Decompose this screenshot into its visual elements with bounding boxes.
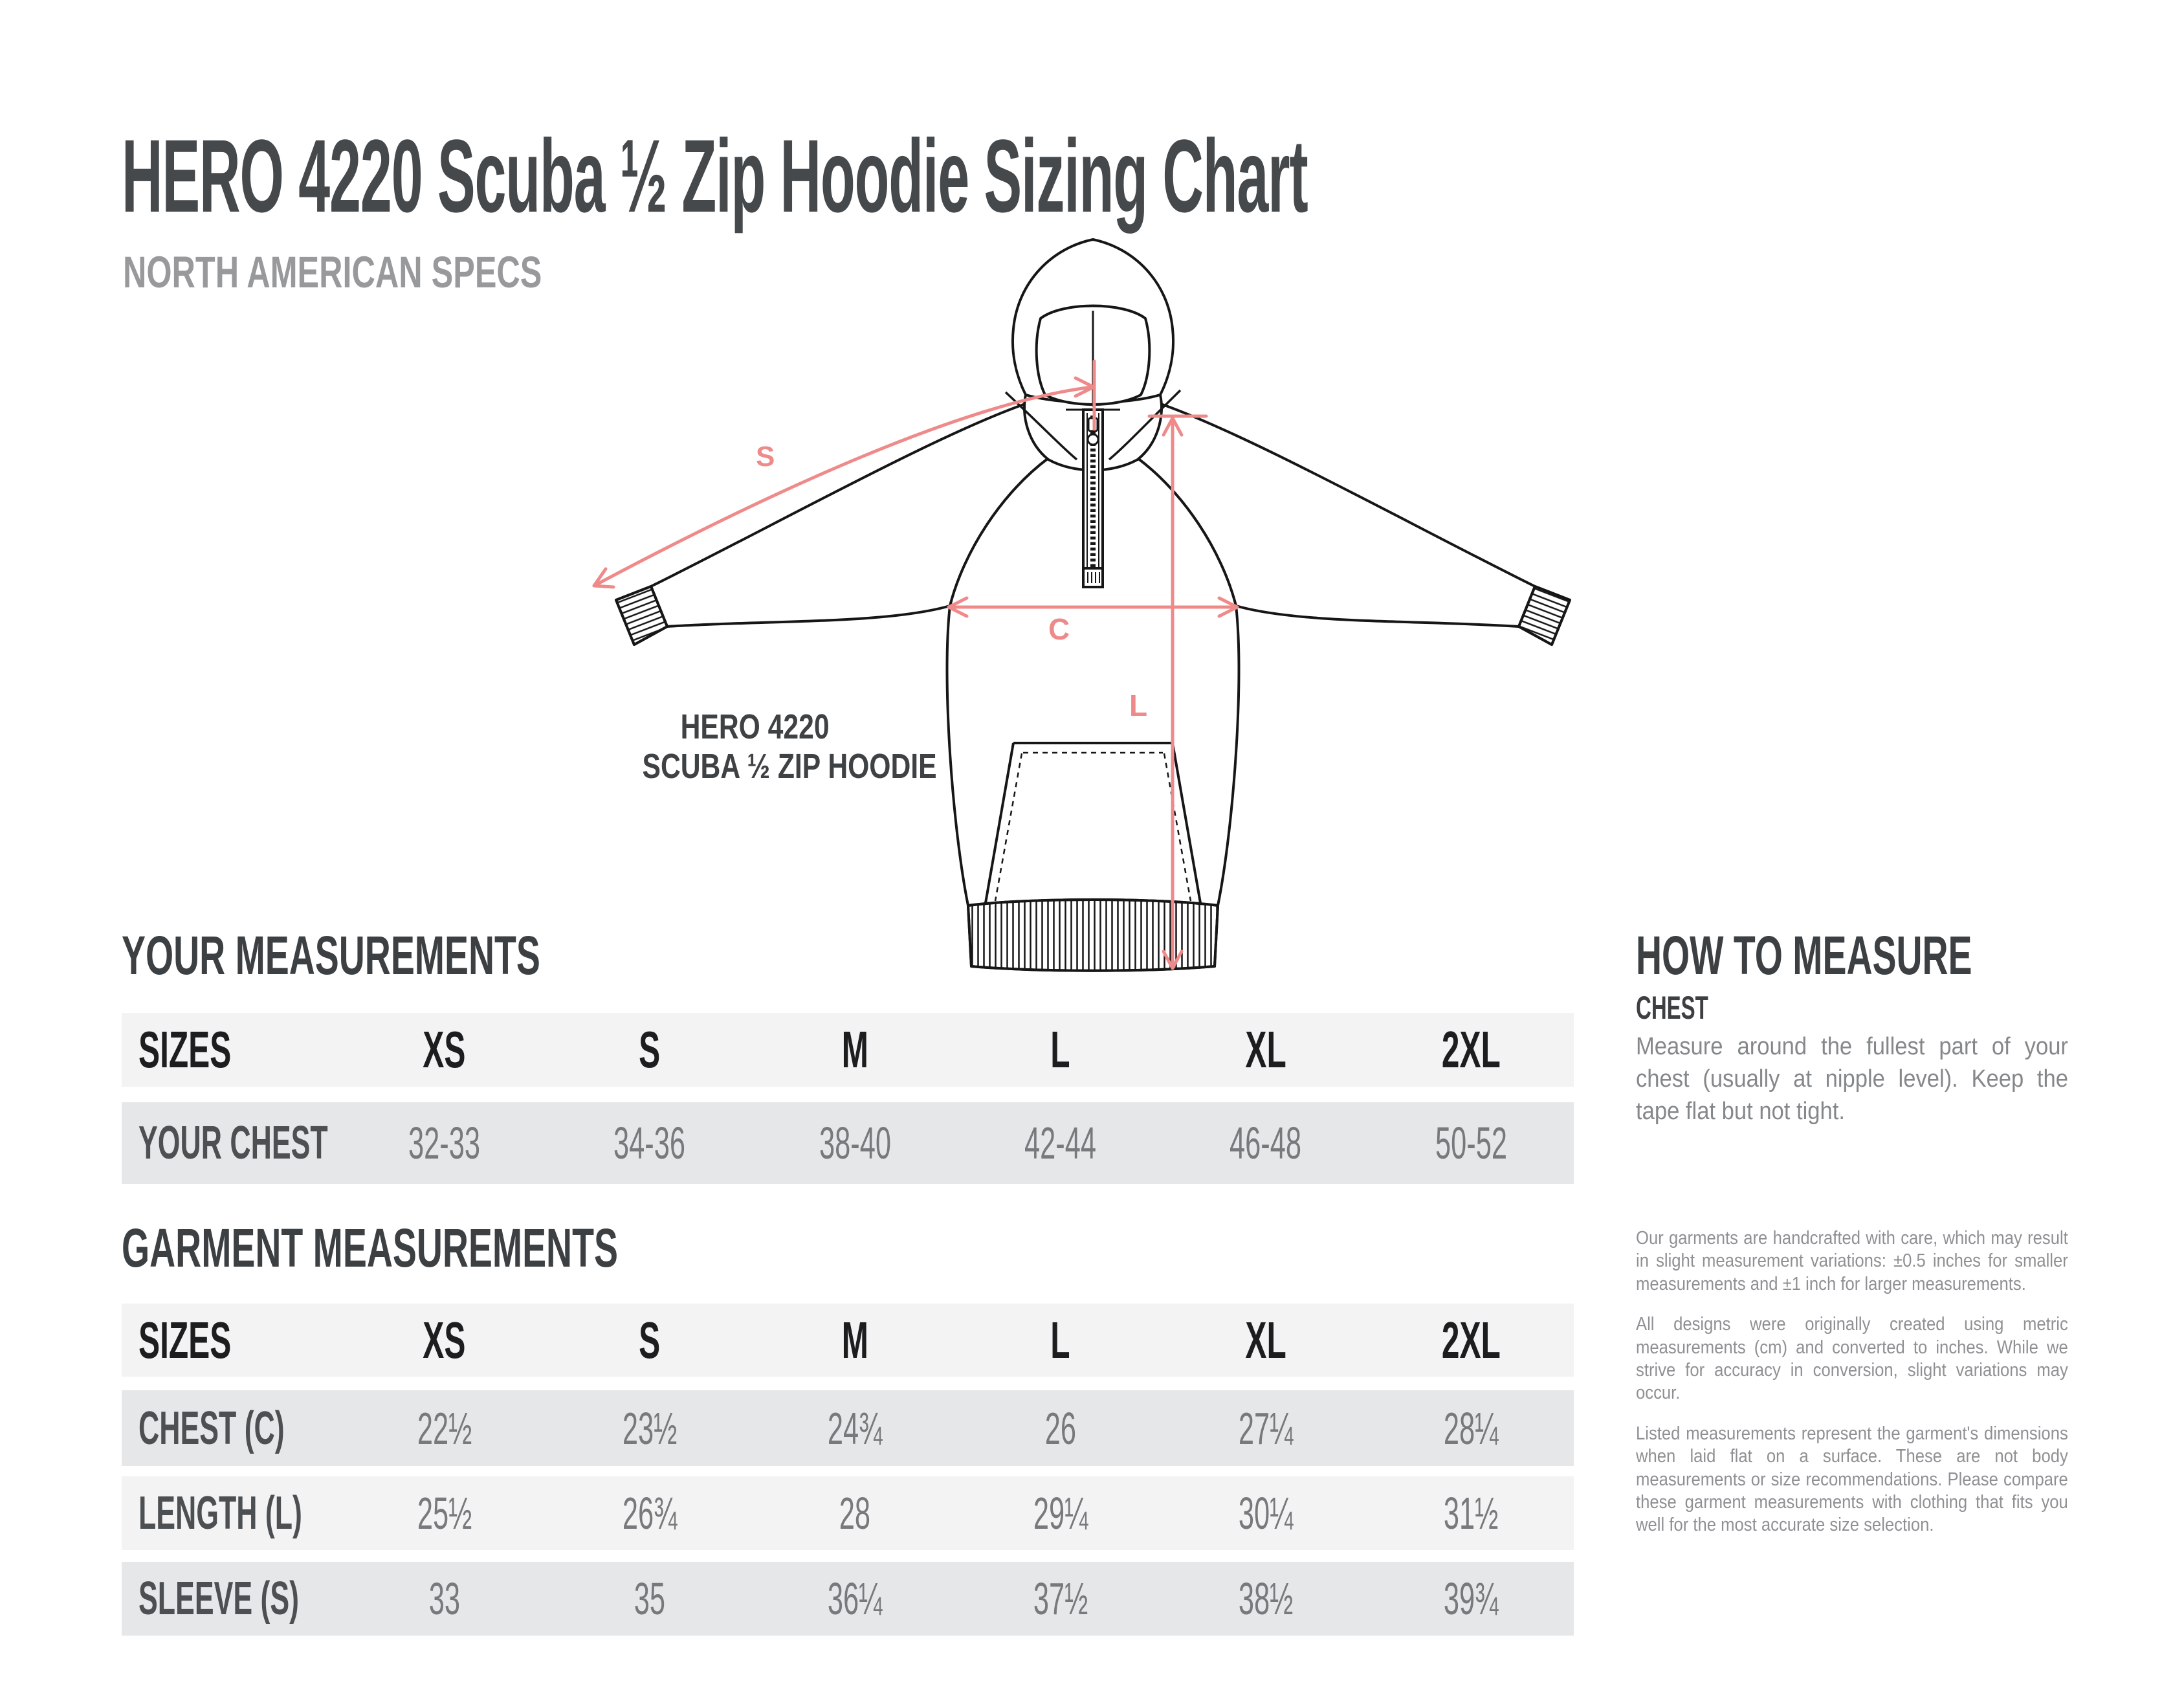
length-arrow-label: L xyxy=(1129,689,1148,722)
header-cell-sizes: SIZES xyxy=(138,1021,232,1078)
row-label-length: LENGTH (L) xyxy=(138,1487,302,1539)
header-cell-l: L xyxy=(1050,1021,1070,1078)
row-label-your-chest: YOUR CHEST xyxy=(138,1117,328,1169)
hoodie-technical-drawing xyxy=(550,214,1682,990)
how-to-measure-heading xyxy=(1636,925,2145,986)
row-label-chest: CHEST (C) xyxy=(138,1402,285,1454)
header-cell-xs: XS xyxy=(423,1021,466,1078)
your-chest-row xyxy=(122,1102,1574,1184)
chest-arrow-label: C xyxy=(1048,612,1070,646)
your-measurements-header-row xyxy=(122,1013,1574,1087)
sleeve-arrow-label: S xyxy=(756,441,775,472)
header-cell-2xl: 2XL xyxy=(1441,1021,1501,1078)
your-measurements-heading xyxy=(122,925,756,986)
chest-l: 26 xyxy=(1044,1403,1076,1454)
product-label-line2: SCUBA ½ ZIP HOODIE xyxy=(642,747,937,786)
chest-xs: 22½ xyxy=(417,1403,472,1454)
sleeve-s: 35 xyxy=(634,1573,666,1624)
row-label-sleeve: SLEEVE (S) xyxy=(138,1573,300,1625)
your-chest-2xl: 50-52 xyxy=(1435,1118,1507,1168)
how-to-measure-subheading-text: CHEST xyxy=(1636,990,1708,1026)
page-title-text: HERO 4220 Scuba ½ Zip Hoodie Sizing Chart xyxy=(122,118,1308,234)
chest-row xyxy=(122,1390,1574,1466)
garment-measurements-heading-text: GARMENT MEASUREMENTS xyxy=(122,1217,618,1278)
length-2xl: 31½ xyxy=(1444,1488,1499,1538)
header-cell-m: M xyxy=(841,1021,868,1078)
length-row xyxy=(122,1476,1574,1550)
sleeve-m: 36¼ xyxy=(828,1573,883,1624)
header-cell-s: S xyxy=(639,1021,661,1078)
sleeve-2xl: 39¾ xyxy=(1444,1573,1499,1624)
your-measurements-heading-text: YOUR MEASUREMENTS xyxy=(122,925,540,986)
your-chest-s: 34-36 xyxy=(613,1118,686,1168)
note-variations: Our garments are handcrafted with care, which may result in slight measurement variations: ±0.5 inches for smaller measurements and ±1 inch for larger measurements. xyxy=(1636,1228,2068,1294)
header-cell-xl: XL xyxy=(1245,1021,1286,1078)
half-zip xyxy=(1083,410,1103,587)
sleeve-xl: 38½ xyxy=(1238,1573,1294,1624)
your-chest-xl: 46-48 xyxy=(1230,1118,1302,1168)
note-metric-conversion: All designs were originally created using metric measurements (cm) and converted to inches. While we strive for accuracy in conversion, slight variations may occur. xyxy=(1636,1314,2068,1404)
sleeve-l: 37½ xyxy=(1033,1573,1088,1624)
product-label-line1: HERO 4220 xyxy=(680,707,830,746)
product-label xyxy=(603,707,937,786)
g-header-l: L xyxy=(1050,1311,1070,1369)
chest-2xl: 28¼ xyxy=(1444,1403,1499,1454)
measurement-notes xyxy=(1636,1227,2068,1555)
how-to-measure-subheading xyxy=(1636,992,1745,1024)
zipper-pull xyxy=(1088,434,1098,445)
g-header-sizes: SIZES xyxy=(138,1311,232,1369)
your-chest-l: 42-44 xyxy=(1024,1118,1097,1168)
your-chest-xs: 32-33 xyxy=(408,1118,481,1168)
length-s: 26¾ xyxy=(622,1488,678,1538)
chest-s: 23½ xyxy=(622,1403,678,1454)
g-header-s: S xyxy=(639,1311,661,1369)
g-header-xl: XL xyxy=(1245,1311,1286,1369)
g-header-m: M xyxy=(841,1311,868,1369)
length-l: 29¼ xyxy=(1033,1488,1088,1538)
sleeve-xs: 33 xyxy=(428,1573,460,1624)
how-to-measure-heading-text: HOW TO MEASURE xyxy=(1636,925,1972,986)
length-xl: 30¼ xyxy=(1238,1488,1294,1538)
garment-header-row xyxy=(122,1304,1574,1377)
sleeve-row xyxy=(122,1562,1574,1636)
chest-xl: 27¼ xyxy=(1238,1403,1294,1454)
length-xs: 25½ xyxy=(417,1488,472,1538)
page-subtitle-text: NORTH AMERICAN SPECS xyxy=(123,247,542,297)
how-to-measure-body: Measure around the fullest part of your chest (usually at nipple level). Keep the tape flat but not tight. xyxy=(1636,1033,2068,1125)
length-m: 28 xyxy=(839,1488,871,1538)
garment-measurements-heading xyxy=(122,1217,874,1278)
g-header-2xl: 2XL xyxy=(1441,1311,1501,1369)
chest-m: 24¾ xyxy=(828,1403,883,1454)
hem-ribbing xyxy=(968,900,1218,971)
your-chest-m: 38-40 xyxy=(819,1118,891,1168)
g-header-xs: XS xyxy=(423,1311,466,1369)
note-flat-measurements: Listed measurements represent the garment's dimensions when laid flat on a surface. These are not body measurements or size recommendations. Please compare these garment measurements with clothing that fits you well for the most accurate size selection. xyxy=(1636,1423,2068,1536)
page-title xyxy=(122,118,2184,234)
